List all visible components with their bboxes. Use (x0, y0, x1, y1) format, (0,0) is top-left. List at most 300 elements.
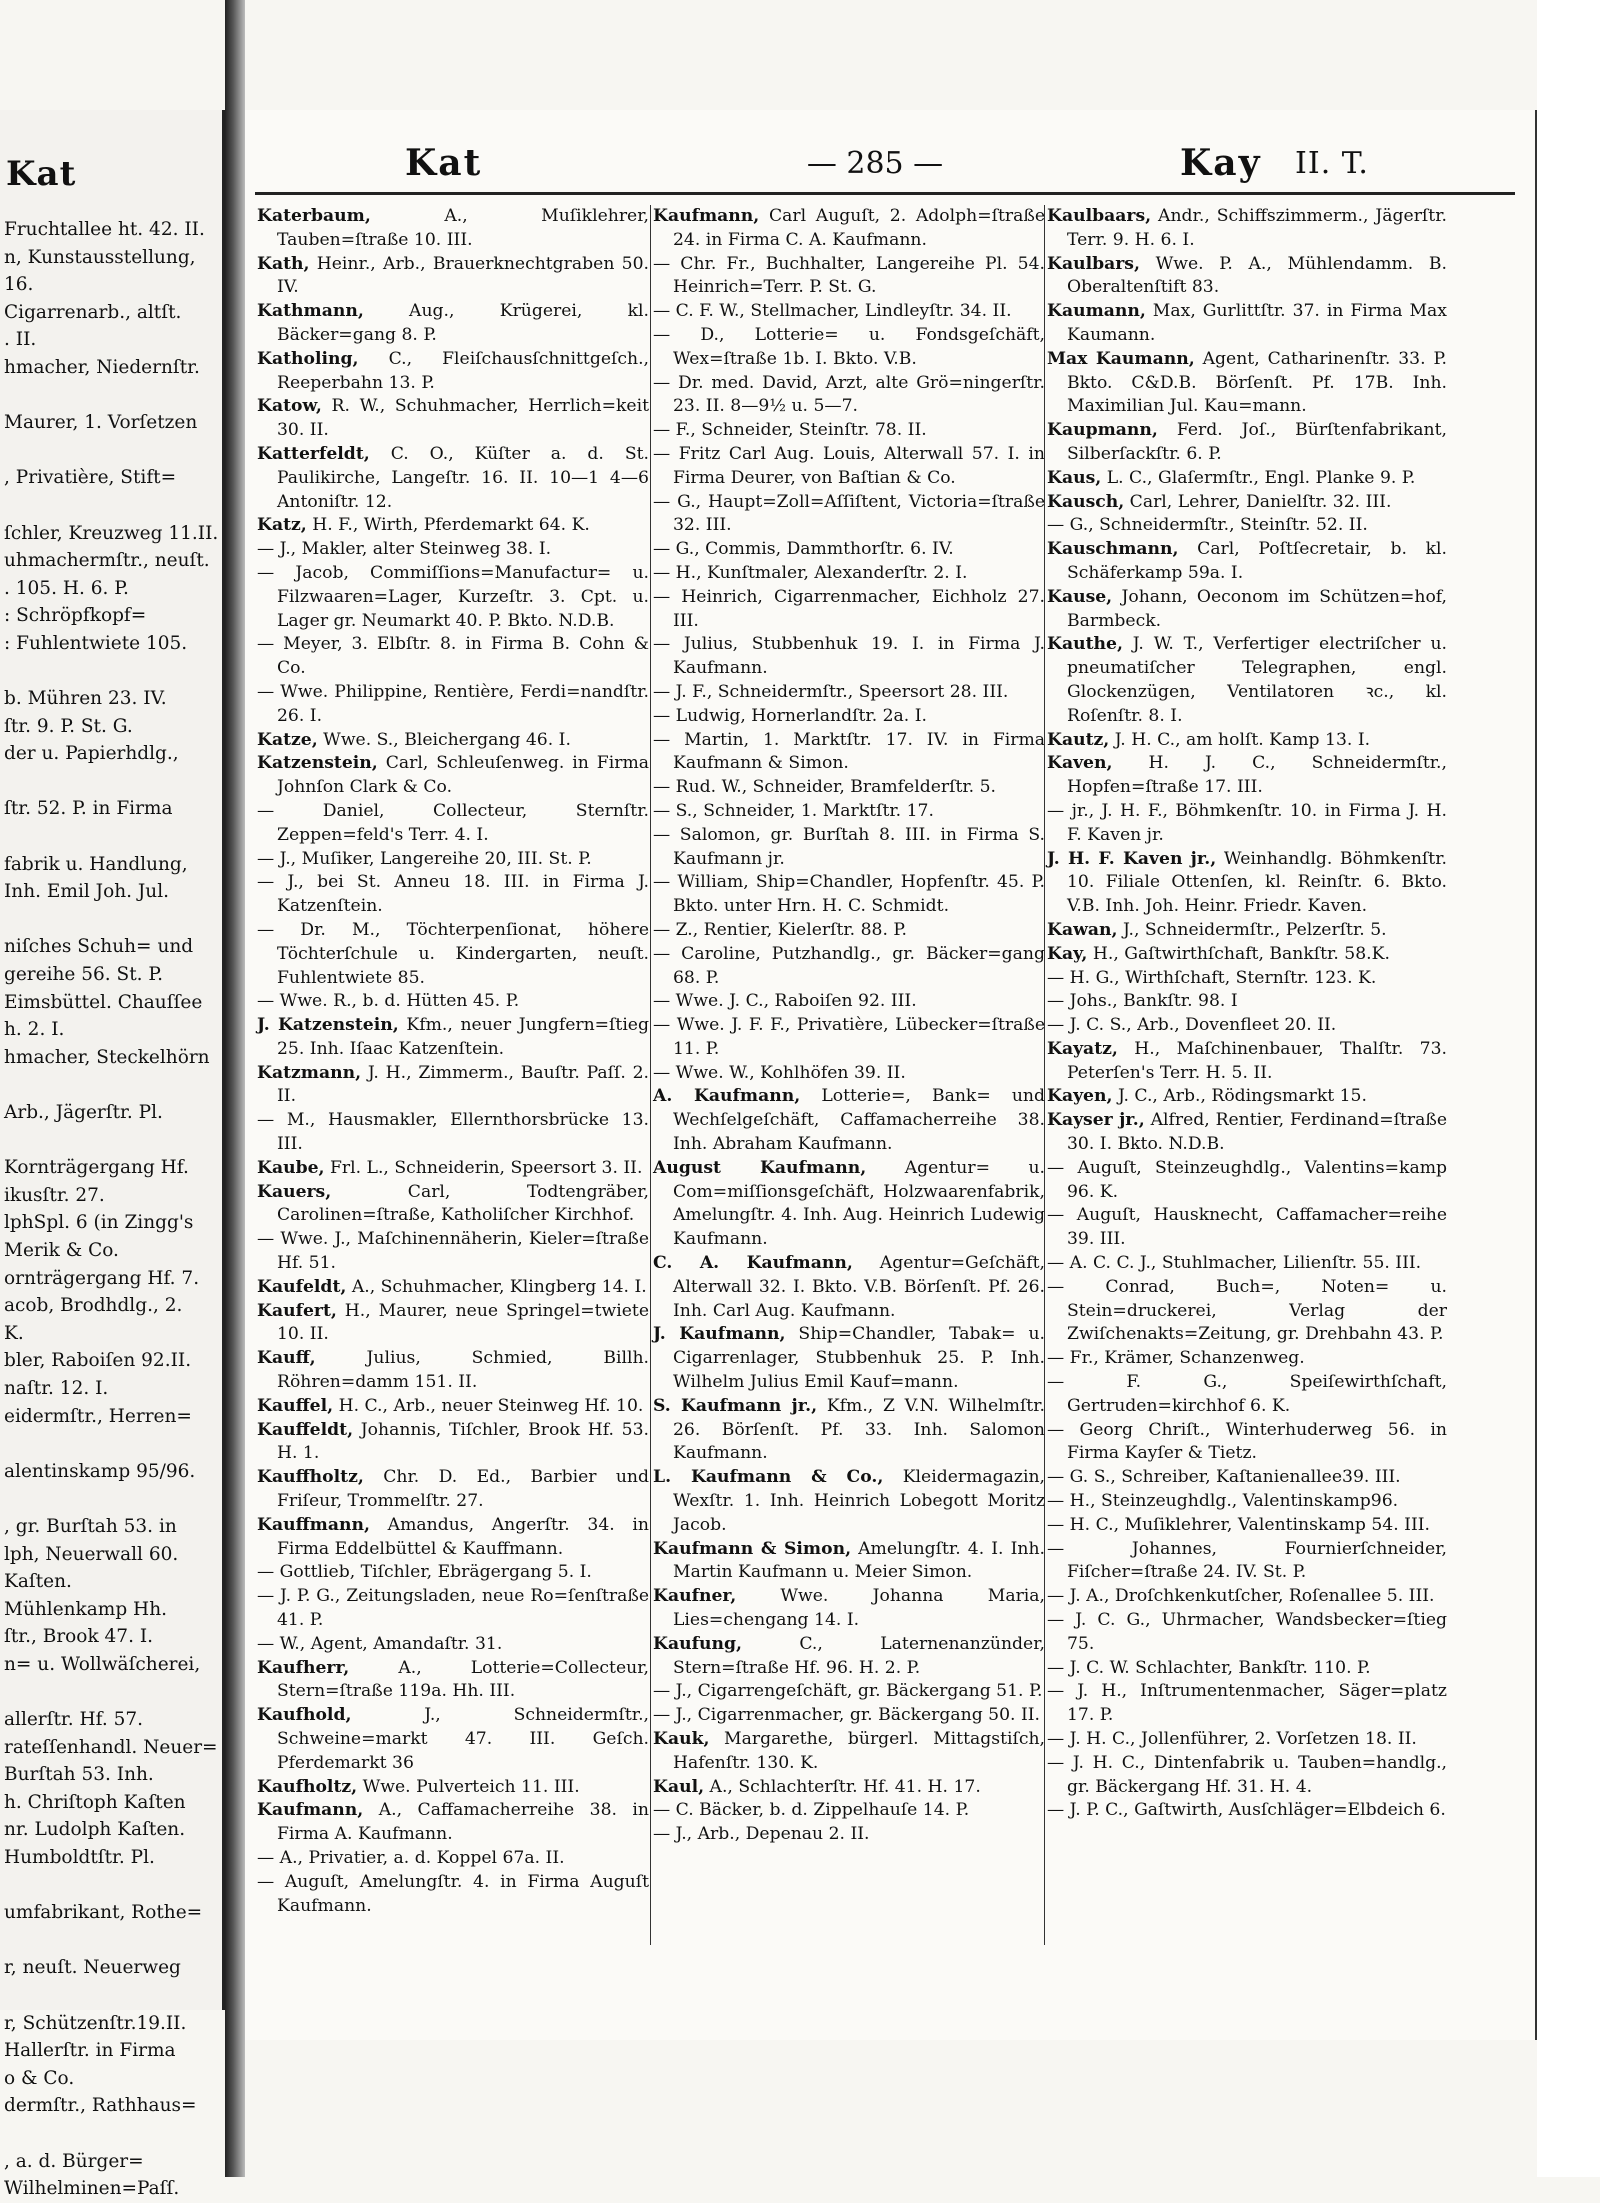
entry-details: Agentur=Geſchäft, Alterwall 32. I. Bkto. V.B. Börſenſt. Pf. 26. Inh. Carl Aug. Kaufmann. (673, 1253, 1045, 1321)
directory-entry (257, 1181, 649, 1229)
directory-entry (1047, 1204, 1447, 1252)
directory-entry (257, 1871, 649, 1919)
directory-entry (257, 633, 649, 681)
facing-page-fragment (0, 110, 225, 2200)
directory-entry (257, 1847, 649, 1871)
directory-entry (1047, 1514, 1447, 1538)
facing-page-line (4, 658, 222, 686)
directory-entry (257, 681, 649, 729)
entry-details: A., Schlachterſtr. Hf. 41. H. 17. (704, 1776, 981, 1797)
directory-entry (653, 1585, 1045, 1633)
directory-entry (257, 1585, 649, 1633)
entry-details: — G., Schneidermſtr., Steinſtr. 52. II. (1047, 515, 1368, 536)
directory-entry (653, 1395, 1045, 1466)
directory-entry (653, 776, 1045, 800)
column-2 (650, 205, 1045, 1945)
facing-page-line: o & Co. (4, 2067, 75, 2089)
facing-page-line: nr. Ludolph Kaſten. (4, 1819, 186, 1841)
directory-entry (1047, 514, 1447, 538)
facing-page-line: rateſſenhandl. Neuer= (4, 1736, 218, 1758)
facing-page-line: Eimsbüttel. Chauſſee (4, 991, 203, 1013)
facing-page-line (4, 1927, 222, 1955)
entry-details: — Auguſt, Steinzeughdlg., Valentins=kamp 96. K. (1047, 1157, 1447, 1202)
entry-details: J., Schneidermſtr., Pelzerſtr. 5. (1117, 919, 1387, 940)
entry-details: Kfm., neuer Jungfern=ſtieg 25. Inh. Iſaac Katzenſtein. (277, 1015, 649, 1059)
column-3 (1044, 205, 1447, 1945)
directory-entry (653, 1633, 1045, 1681)
entry-details: — H., Kunſtmaler, Alexanderſtr. 2. I. (653, 562, 968, 583)
entry-name: Kauschmann, (1047, 539, 1179, 560)
directory-entry (1047, 729, 1447, 753)
entry-details: — Dr. med. David, Arzt, alte Grö=ningerſtr. 23. II. 8—9½ u. 5—7. (653, 372, 1045, 417)
directory-entry (653, 1799, 1045, 1823)
facing-page-line (4, 1678, 222, 1706)
entry-name: Kaube, (257, 1157, 325, 1178)
entry-name: J. H. F. Kaven jr., (1047, 848, 1217, 869)
directory-entry (1047, 253, 1447, 301)
directory-entry (653, 633, 1045, 681)
directory-entry (1047, 300, 1447, 348)
entry-details: C. O., Küſter a. d. St. Paulikirche, Langeſtr. 16. II. 10—1 4—6 Antoniſtr. 12. (277, 443, 649, 512)
directory-entry (653, 586, 1045, 634)
directory-entry (653, 681, 1045, 705)
entry-details: Andr., Schiffszimmerm., Jägerſtr. Terr. 9. H. 6. I. (1067, 206, 1447, 250)
entry-name: Kayser jr., (1047, 1110, 1145, 1131)
entry-details: Carl, Lehrer, Danielſtr. 32. III. (1124, 491, 1392, 512)
facing-page-line: naſtr. 12. I. (4, 1377, 109, 1399)
entry-details: Alfred, Rentier, Ferdinand=ſtraße 30. I. Bkto. N.D.B. (1067, 1110, 1447, 1155)
facing-page-line (4, 1430, 222, 1458)
directory-entry (653, 491, 1045, 539)
directory-entry (257, 300, 649, 348)
directory-entry (257, 1466, 649, 1514)
directory-entry (653, 1014, 1045, 1062)
directory-entry (1047, 1347, 1447, 1371)
entry-name: Kauff, (257, 1348, 316, 1369)
facing-page-line: ikusſtr. 27. (4, 1184, 105, 1206)
entry-details: — C. Bäcker, b. d. Zippelhauſe 14. P. (653, 1800, 970, 1821)
directory-entry (257, 538, 649, 562)
entry-details: — A. C. C. J., Stuhlmacher, Lilienſtr. 55. III. (1047, 1253, 1422, 1274)
entry-details: Amandus, Angerſtr. 34. in Firma Eddelbüttel & Kauffmann. (277, 1514, 649, 1559)
entry-name: Kauers, (257, 1181, 332, 1202)
entry-details: Agentur= u. Com=miſſionsgeſchäft, Holzwaarenfabrik, Amelungſtr. 4. Inh. Aug. Heinrich Ludewig Kaufmann. (673, 1157, 1045, 1250)
facing-page-line (4, 382, 222, 410)
facing-page-line: b. Mühren 23. IV. (4, 688, 167, 710)
entry-name: Katze, (257, 729, 318, 750)
entry-details: Heinr., Arb., Brauerknechtgraben 50. IV. (277, 253, 649, 298)
facing-page-line: ſtr. 9. P. St. G. (4, 715, 133, 737)
directory-entry (653, 1728, 1045, 1776)
facing-page-line: alentinskamp 95/96. (4, 1460, 196, 1482)
facing-page-line: Inh. Emil Joh. Jul. (4, 881, 170, 903)
entry-details: Johannis, Tiſchler, Brook Hf. 53. H. 1. (277, 1419, 649, 1464)
directory-entry (257, 1300, 649, 1348)
facing-page-heading: Kat (6, 154, 77, 194)
entry-name: Katerbaum, (257, 206, 371, 226)
facing-page-line: Cigarrenarb., altſt. (4, 301, 182, 323)
entry-details: — Ludwig, Hornerlandſtr. 2a. I. (653, 705, 927, 726)
directory-entry (257, 752, 649, 800)
entry-details: Max, Gurlittſtr. 37. in Firma Max Kaumann. (1067, 301, 1447, 345)
page-number: — 285 — (806, 146, 944, 181)
entry-name: J. Katzenstein, (257, 1015, 399, 1036)
entry-name: Katzenstein, (257, 753, 378, 774)
directory-entry (1047, 1157, 1447, 1205)
entry-details: — J. H. C., Dintenfabrik u. Tauben=handlg., gr. Bäckergang Hf. 31. H. 4. (1047, 1752, 1447, 1797)
entry-details: — F. G., Speiſewirthſchaft, Gertruden=kirchhof 6. K. (1047, 1372, 1447, 1416)
facing-page-line (4, 492, 222, 520)
entry-details: Margarethe, bürgerl. Mittagstiſch, Hafenſtr. 130. K. (673, 1729, 1045, 1773)
directory-entry (653, 419, 1045, 443)
entry-name: Kaufmann & Simon, (653, 1538, 852, 1559)
directory-entry (1047, 919, 1447, 943)
directory-entry (1047, 800, 1447, 848)
directory-entry (1047, 1109, 1447, 1157)
entry-name: Kauffel, (257, 1395, 334, 1416)
part-indicator: II. T. (1295, 146, 1369, 181)
directory-entry (257, 919, 649, 990)
entry-name: Katow, (257, 396, 322, 417)
directory-entry (257, 871, 649, 919)
entry-details: — Fritz Carl Aug. Louis, Alterwall 57. I. in Firma Deurer, von Baſtian & Co. (653, 443, 1045, 488)
entry-details: — D., Lotterie= u. Fondsgeſchäft, Wex=ſtraße 1b. I. Bkto. V.B. (653, 324, 1045, 369)
entry-name: Kauffeldt, (257, 1419, 354, 1440)
directory-entry (1047, 848, 1447, 919)
header-rule (255, 192, 1515, 195)
entry-details: — M., Hausmakler, Ellernthorsbrücke 13. III. (257, 1110, 649, 1155)
entry-details: — G., Commis, Dammthorſtr. 6. IV. (653, 539, 954, 560)
directory-entry (257, 1514, 649, 1562)
entry-details: — J. H., Inſtrumentenmacher, Säger=platz 17. P. (1047, 1681, 1447, 1726)
directory-entry (257, 1347, 649, 1395)
entry-details: Wwe. S., Bleichergang 46. I. (317, 729, 571, 750)
directory-entry (653, 538, 1045, 562)
directory-entry (653, 1538, 1045, 1586)
directory-entry (653, 562, 1045, 586)
directory-entry (1047, 1799, 1447, 1823)
directory-entry (257, 1704, 649, 1775)
directory-entry (1047, 205, 1447, 253)
entry-name: Kaufholtz, (257, 1776, 358, 1797)
facing-page-line (4, 1872, 222, 1900)
directory-entry (1047, 538, 1447, 586)
entry-name: Kayen, (1047, 1086, 1113, 1107)
facing-page-line (4, 1127, 222, 1155)
entry-details: — J., Cigarrengeſchäft, gr. Bäckergang 51. P. (653, 1681, 1043, 1702)
entry-details: — J. H. C., Jollenführer, 2. Vorſetzen 18. II. (1047, 1729, 1417, 1749)
entry-details: — G. S., Schreiber, Kaſtanienallee39. III. (1047, 1467, 1401, 1488)
directory-entry (257, 443, 649, 514)
facing-page-line: n, Kunstausstellung, (4, 246, 196, 268)
entry-details: — J. P. C., Gaſtwirth, Ausſchläger=Elbdeich 6. (1047, 1800, 1446, 1821)
directory-entry (1047, 1419, 1447, 1467)
directory-entry (257, 1657, 649, 1705)
entry-columns (257, 205, 1527, 1945)
directory-entry (257, 848, 649, 872)
directory-entry (1047, 990, 1447, 1014)
directory-entry (653, 705, 1045, 729)
entry-name: August Kaufmann, (653, 1157, 867, 1178)
facing-page-line: ornträgergang Hf. 7. (4, 1267, 200, 1289)
facing-page-line: hmacher, Steckelhörn (4, 1046, 210, 1068)
directory-entry (653, 205, 1045, 253)
facing-page-line: . II. (4, 329, 37, 351)
facing-page-line (4, 437, 222, 465)
facing-page-line: Kaſten. (4, 1571, 72, 1593)
entry-details: — Salomon, gr. Burſtah 8. III. in Firma S. Kaufmann jr. (653, 824, 1045, 869)
entry-name: Kaulbars, (1047, 253, 1140, 274)
facing-page-line: fabrik u. Handlung, (4, 853, 188, 875)
entry-details: Carl, Todtengräber, Carolinen=ſtraße, Katholiſcher Kirchhof. (277, 1181, 649, 1226)
facing-page-line: , gr. Burſtah 53. in (4, 1515, 177, 1537)
entry-details: — J. C. S., Arb., Dovenfleet 20. II. (1047, 1015, 1337, 1036)
entry-name: Kath, (257, 253, 310, 274)
facing-page-line: ſtr., Brook 47. I. (4, 1626, 154, 1648)
entry-details: — Caroline, Putzhandlg., gr. Bäcker=gang 68. P. (653, 943, 1045, 988)
entry-details: Julius, Schmied, Billh. Röhren=damm 151. II. (277, 1348, 649, 1393)
entry-name: Kausch, (1047, 491, 1125, 512)
entry-name: Kaufert, (257, 1300, 337, 1321)
entry-details: R. W., Schuhmacher, Herrlich=keit 30. II. (277, 396, 649, 441)
entry-details: — Z., Rentier, Kielerſtr. 88. P. (653, 919, 907, 940)
directory-entry (257, 1062, 649, 1110)
entry-details: C., Laternenanzünder, Stern=ſtraße Hf. 96. H. 2. P. (673, 1633, 1045, 1678)
facing-page-line (4, 1982, 222, 2010)
entry-details: — H. C., Muſiklehrer, Valentinskamp 54. III. (1047, 1514, 1430, 1535)
entry-details: — Conrad, Buch=, Noten= u. Stein=druckerei, Verlag der Zwiſchenakts=Zeitung, gr. Drehbahn 43. P. (1047, 1276, 1447, 1345)
entry-details: — Daniel, Collecteur, Sternſtr. Zeppen=feld's Terr. 4. I. (257, 800, 649, 845)
directory-entry (653, 871, 1045, 919)
entry-details: A., Schuhmacher, Klingberg 14. I. (346, 1276, 647, 1297)
directory-entry (653, 824, 1045, 872)
entry-name: Katz, (257, 515, 307, 536)
facing-page-line: niſches Schuh= und (4, 936, 194, 958)
entry-details: — J., bei St. Anneu 18. III. in Firma J. Katzenſtein. (257, 872, 649, 917)
entry-details: — A., Privatier, a. d. Koppel 67a. II. (257, 1847, 565, 1868)
entry-name: Kaufherr, (257, 1657, 350, 1678)
directory-entry (653, 1466, 1045, 1537)
facing-page-line: h. 2. I. (4, 1019, 65, 1041)
entry-details: H. F., Wirth, Pferdemarkt 64. K. (306, 515, 590, 536)
entry-details: — Wwe. R., b. d. Hütten 45. P. (257, 991, 520, 1012)
entry-name: Katzmann, (257, 1062, 362, 1083)
facing-page-line: : Schröpfkopf= (4, 605, 147, 627)
entry-details: J., Schneidermſtr., Schweine=markt 47. III. Geſch. Pferdemarkt 36 (277, 1705, 649, 1773)
entry-details: — Wwe. J., Maſchinennäherin, Kieler=ſtraße Hf. 51. (257, 1229, 649, 1274)
directory-entry (653, 443, 1045, 491)
directory-entry (257, 1799, 649, 1847)
entry-details: — F., Schneider, Steinſtr. 78. II. (653, 420, 927, 441)
facing-page-line: lphSpl. 6 (in Zingg's (4, 1212, 194, 1234)
entry-name: Kayatz, (1047, 1038, 1118, 1059)
entry-details: Johann, Oeconom im Schützen=hof, Barmbeck. (1067, 586, 1447, 631)
facing-page-line: Mühlenkamp Hh. (4, 1598, 167, 1620)
facing-page-line (4, 823, 222, 851)
directory-entry (1047, 1252, 1447, 1276)
directory-entry (653, 729, 1045, 777)
entry-details: A., Caffamacherreihe 38. in Firma A. Kaufmann. (277, 1800, 649, 1845)
entry-name: Kauk, (653, 1729, 710, 1749)
directory-entry (257, 1228, 649, 1276)
directory-entry (653, 1085, 1045, 1156)
directory-entry (653, 1252, 1045, 1323)
facing-page-line (4, 2120, 222, 2148)
entry-name: Kauffmann, (257, 1514, 370, 1535)
entry-details: — Auguſt, Hausknecht, Caffamacher=reihe 39. III. (1047, 1205, 1447, 1250)
entry-details: Aug., Krügerei, kl. Bäcker=gang 8. P. (277, 301, 649, 345)
entry-details: — Johannes, Fournierſchneider, Fiſcher=ſtraße 24. IV. St. P. (1047, 1538, 1447, 1583)
directory-entry (653, 1062, 1045, 1086)
entry-details: — J., Cigarrenmacher, gr. Bäckergang 50. II. (653, 1705, 1041, 1726)
entry-details: — J. F., Schneidermſtr., Speersort 28. III. (653, 681, 1009, 702)
entry-details: Ship=Chandler, Tabak= u. Cigarrenlager, Stubbenhuk 25. P. Inh. Wilhelm Julius Emil Kauf=mann. (673, 1324, 1046, 1393)
entry-name: Kay, (1047, 943, 1088, 964)
facing-page-line: der u. Papierhdlg., (4, 743, 179, 765)
facing-page-line (4, 768, 222, 796)
directory-entry (653, 919, 1045, 943)
directory-entry (257, 395, 649, 443)
directory-entry (257, 1395, 649, 1419)
directory-entry (1047, 1728, 1447, 1752)
entry-details: H., Maſchinenbauer, Thalſtr. 73. Peterſen's Terr. H. 5. II. (1067, 1038, 1447, 1083)
facing-page-line (4, 1485, 222, 1513)
entry-details: J. H., Zimmerm., Bauſtr. Paſſ. 2. II. (277, 1062, 649, 1107)
entry-name: Max Kaumann, (1047, 348, 1195, 369)
facing-page-line: K. (4, 1322, 24, 1344)
facing-page-line: acob, Brodhdlg., 2. (4, 1295, 183, 1317)
entry-name: Kauffholtz, (257, 1467, 364, 1488)
entry-name: Kawan, (1047, 919, 1118, 940)
directory-entry (257, 1157, 649, 1181)
facing-page-lines (0, 216, 222, 2203)
facing-page-line: Humboldtſtr. Pl. (4, 1847, 155, 1869)
entry-name: Kaufeldt, (257, 1276, 347, 1297)
directory-entry (653, 324, 1045, 372)
facing-page-line: Fruchtallee ht. 42. II. (4, 219, 205, 240)
entry-details: — Wwe. J. C., Raboiſen 92. III. (653, 991, 917, 1012)
entry-details: Chr. D. Ed., Barbier und Friſeur, Trommelſtr. 27. (277, 1467, 649, 1512)
directory-entry (257, 205, 649, 253)
directory-entry (257, 1561, 649, 1585)
facing-page-line: bler, Raboiſen 92.II. (4, 1350, 192, 1372)
directory-entry (653, 990, 1045, 1014)
page-margin (1537, 0, 1600, 2177)
facing-page-line: umfabrikant, Rothe= (4, 1902, 203, 1924)
entry-details: — Jacob, Commiſſions=Manufactur= u. Filzwaaren=Lager, Kurzeſtr. 3. Cpt. u. Lager gr. Neumarkt 40. P. Bkto. N.D.B. (257, 562, 649, 631)
entry-details: Frl. L., Schneiderin, Speersort 3. II. (324, 1157, 643, 1178)
facing-page-line: h. Chriſtoph Kaſten (4, 1791, 186, 1813)
directory-entry (257, 800, 649, 848)
directory-entry (257, 1014, 649, 1062)
entry-name: Kaven, (1047, 753, 1113, 774)
entry-name: Kauthe, (1047, 634, 1123, 655)
entry-details: — Martin, 1. Marktſtr. 17. IV. in Firma Kaufmann & Simon. (653, 729, 1045, 774)
entry-details: — W., Agent, Amandaſtr. 31. (257, 1633, 503, 1654)
facing-page-line: ſtr. 52. P. in Firma (4, 798, 173, 820)
facing-page-line: Arb., Jägerſtr. Pl. (4, 1102, 163, 1123)
facing-page-line: 16. (4, 274, 34, 296)
entry-details: C., Fleiſchausſchnittgeſch., Reeperbahn 13. P. (277, 348, 649, 393)
directory-entry (257, 990, 649, 1014)
entry-details: — J., Muſiker, Langereihe 20, III. St. P. (257, 848, 592, 869)
facing-page-line: Kornträgergang Hf. (4, 1157, 189, 1179)
directory-entry (1047, 1085, 1447, 1109)
directory-entry (1047, 752, 1447, 800)
directory-entry (1047, 1585, 1447, 1609)
entry-details: A., Muſiklehrer, Tauben=ſtraße 10. III. (277, 206, 649, 250)
entry-details: — Julius, Stubbenhuk 19. I. in Firma J. Kaufmann. (653, 634, 1045, 679)
directory-entry (1047, 1680, 1447, 1728)
directory-entry (653, 1704, 1045, 1728)
entry-name: Kaufner, (653, 1586, 737, 1607)
directory-entry (653, 943, 1045, 991)
directory-entry (1047, 348, 1447, 419)
facing-page-line: hmacher, Niedernſtr. (4, 356, 200, 378)
facing-page-line: Wilhelminen=Paſſ. (4, 2178, 180, 2200)
directory-entry (1047, 1538, 1447, 1586)
entry-details: — S., Schneider, 1. Marktſtr. 17. (653, 800, 934, 821)
page-header (245, 142, 1535, 192)
entry-details: — jr., J. H. F., Böhmkenſtr. 10. in Firma J. H. F. Kaven jr. (1047, 800, 1447, 845)
entry-details: — Auguſt, Amelungſtr. 4. in Firma Auguſt Kaufmann. (257, 1871, 649, 1916)
entry-details: Wwe. P. A., Mühlendamm. B. Oberaltenſtift 83. (1067, 253, 1447, 298)
facing-page-line: n= u. Wollwäſcherei, (4, 1653, 201, 1675)
entry-details: Carl, Schleuſenweg. in Firma Johnſon Clark & Co. (277, 753, 649, 798)
entry-name: Kaufmann, (257, 1800, 364, 1821)
directory-entry (1047, 633, 1447, 728)
entry-details: Wwe. Johanna Maria, Lies=chengang 14. I. (673, 1586, 1045, 1631)
facing-page-line: r, Schützenſtr.19.II. (4, 2012, 187, 2034)
directory-entry (1047, 491, 1447, 515)
directory-entry (1047, 1466, 1447, 1490)
entry-details: — Johs., Bankſtr. 98. I (1047, 991, 1238, 1012)
facing-page-line: allerſtr. Hf. 57. (4, 1709, 144, 1731)
entry-details: A., Lotterie=Collecteur, Stern=ſtraße 119a. Hh. III. (277, 1657, 649, 1702)
entry-details: — William, Ship=Chandler, Hopfenſtr. 45. P. Bkto. unter Hrn. H. C. Schmidt. (653, 872, 1045, 917)
entry-details: — J. C. G., Uhrmacher, Wandsbecker=ſtieg 75. (1047, 1610, 1447, 1654)
entry-details: — Dr. M., Töchterpenſionat, höhere Töchterſchule u. Kindergarten, neuſt. Fuhlentwiete 85. (257, 919, 649, 988)
column-1 (257, 205, 649, 1945)
entry-name: Katterfeldt, (257, 443, 370, 464)
entry-name: Kaus, (1047, 467, 1102, 488)
facing-page-line: dermſtr., Rathhaus= (4, 2095, 197, 2117)
entry-name: Kaufhold, (257, 1705, 352, 1726)
facing-page-line: lph, Neuerwall 60. (4, 1543, 179, 1565)
directory-entry (653, 300, 1045, 324)
directory-entry (1047, 586, 1447, 634)
directory-entry (653, 1680, 1045, 1704)
entry-details: Kfm., Z V.N. Wilhelmſtr. 26. Börſenſt. Pf. 33. Inh. Salomon Kaufmann. (673, 1395, 1045, 1464)
entry-details: — H., Steinzeughdlg., Valentinskamp96. (1047, 1491, 1399, 1512)
entry-name: Kautz, (1047, 729, 1110, 750)
facing-page-line: , Privatière, Stift= (4, 467, 177, 489)
directory-entry (1047, 1038, 1447, 1086)
directory-entry (257, 729, 649, 753)
entry-details: — Rud. W., Schneider, Bramfelderſtr. 5. (653, 777, 997, 798)
directory-entry (653, 372, 1045, 420)
directory-entry (1047, 1371, 1447, 1419)
entry-details: — J., Arb., Depenau 2. II. (653, 1824, 870, 1845)
facing-page-line (4, 906, 222, 934)
header-left-keyword: Kat (405, 142, 483, 184)
entry-details: Lotterie=, Bank= und Wechſelgeſchäft, Caffamacherreihe 38. Inh. Abraham Kaufmann. (673, 1086, 1045, 1155)
entry-name: Kaumann, (1047, 301, 1146, 322)
directory-entry (653, 1323, 1045, 1394)
facing-page-line: uhmachermſtr., neuſt. (4, 550, 210, 572)
facing-page-line: , a. d. Bürger= (4, 2150, 144, 2172)
entry-name: S. Kaufmann jr., (653, 1395, 818, 1416)
